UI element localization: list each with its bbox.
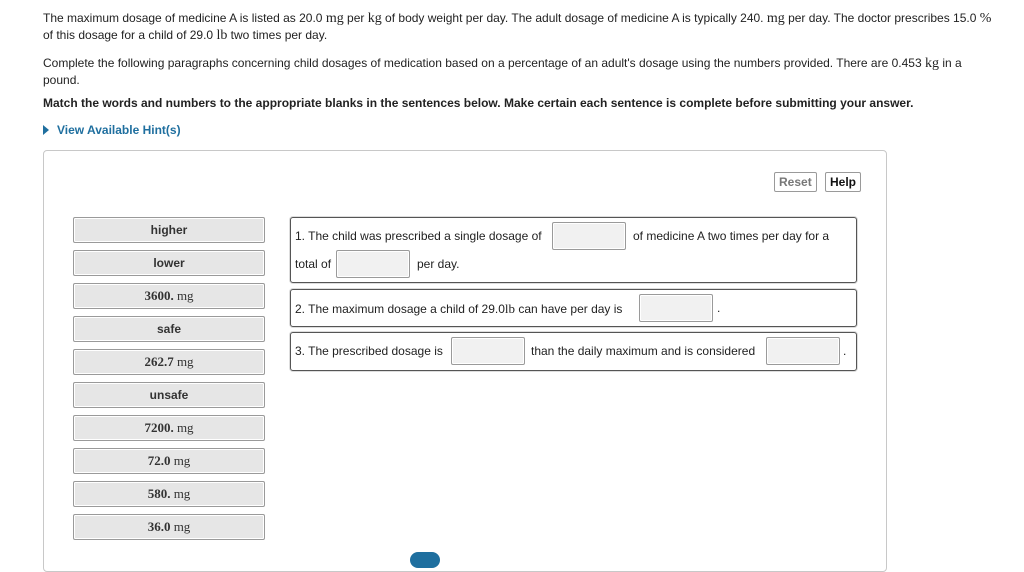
answer-chip-value: unsafe [149, 388, 189, 402]
answer-chip-value: 3600. [144, 288, 177, 303]
p1-segment: of this dosage for a child of 29.0 [43, 28, 217, 42]
p1-segment: % [979, 11, 992, 26]
answer-chip[interactable] [73, 283, 265, 309]
answer-chip[interactable] [73, 514, 265, 540]
answer-chip-unit: mg [173, 486, 191, 501]
blank-3a[interactable] [451, 337, 525, 365]
answer-chip-value: 36.0 [147, 519, 174, 534]
answer-chip[interactable] [73, 250, 265, 276]
p2-segment: in a pound. [43, 56, 962, 87]
view-hints-link[interactable]: View Available Hint(s) [43, 123, 181, 137]
p1-segment: two times per day. [227, 28, 328, 42]
answer-chip[interactable] [73, 349, 265, 375]
answer-chip-value: 262.7 [144, 354, 177, 369]
blank-2[interactable] [639, 294, 713, 322]
triangle-right-icon [43, 125, 49, 135]
p1-segment: mg [325, 11, 344, 26]
blank-1a[interactable] [552, 222, 626, 250]
sentence-3-prefix: 3. The prescribed dosage is [295, 344, 443, 358]
answer-chip[interactable] [73, 415, 265, 441]
blank-3b[interactable] [766, 337, 840, 365]
sentence-3-end: . [843, 344, 847, 358]
answer-chip-value: 72.0 [147, 453, 174, 468]
answer-chip-value: safe [156, 322, 182, 336]
sentence-3 [290, 332, 857, 371]
sentence-1-prefix: 1. The child was prescribed a single dosage of [295, 229, 542, 243]
sentence-1-after-blank: of medicine A two times per day for a [633, 229, 830, 243]
help-bubble-icon[interactable] [410, 552, 440, 568]
problem-paragraph-2 [43, 55, 993, 88]
sentence-1-line2-prefix: total of [295, 257, 332, 271]
help-button[interactable]: Help [825, 172, 861, 192]
answer-chip-unit: mg [176, 420, 194, 435]
sentence-2-text: 2. The maximum dosage a child of 29.0lb can have per day is [295, 301, 623, 316]
answer-chip-unit: mg [173, 453, 191, 468]
reset-button[interactable]: Reset [774, 172, 817, 192]
instruction-text: Match the words and numbers to the appropriate blanks in the sentences below. Make certain each sentence is complete before submitting your answer. [43, 96, 914, 110]
sentence-1 [290, 217, 857, 283]
answer-chip-value: 7200. [144, 420, 177, 435]
p1-segment: of body weight per day. The adult dosage of medicine A is typically 240. [381, 11, 767, 25]
p1-segment: mg [766, 11, 785, 26]
answer-chip[interactable] [73, 382, 265, 408]
answer-chip-unit: mg [176, 288, 194, 303]
p1-segment: lb [216, 28, 228, 43]
answer-chip[interactable] [73, 316, 265, 342]
blank-1b[interactable] [336, 250, 410, 278]
p2-segment: kg [924, 56, 939, 71]
sentence-2-end: . [717, 301, 721, 315]
sentence-1-line2-suffix: per day. [417, 257, 460, 271]
p1-segment: per day. The doctor prescribes 15.0 [784, 11, 980, 25]
p1-segment: The maximum dosage of medicine A is listed as 20.0 [43, 11, 326, 25]
drag-drop-panel [43, 150, 887, 572]
p2-segment: Complete the following paragraphs concerning child dosages of medication based on a percentage of an adult's dosage using the numbers provided. There are 0.453 [43, 56, 925, 70]
answer-chip-value: higher [150, 223, 188, 237]
answer-chip[interactable] [73, 448, 265, 474]
answer-chip-unit: mg [173, 519, 191, 534]
answer-chip-value: lower [153, 256, 185, 270]
problem-paragraph-1 [43, 10, 993, 44]
answer-chip-unit: mg [176, 354, 194, 369]
answer-chip[interactable] [73, 481, 265, 507]
sentence-2 [290, 289, 857, 327]
p1-segment: kg [367, 11, 382, 26]
p1-segment: per [343, 11, 368, 25]
answer-chip[interactable] [73, 217, 265, 243]
answer-chip-value: 580. [147, 486, 174, 501]
sentence-3-middle: than the daily maximum and is considered [531, 344, 756, 358]
